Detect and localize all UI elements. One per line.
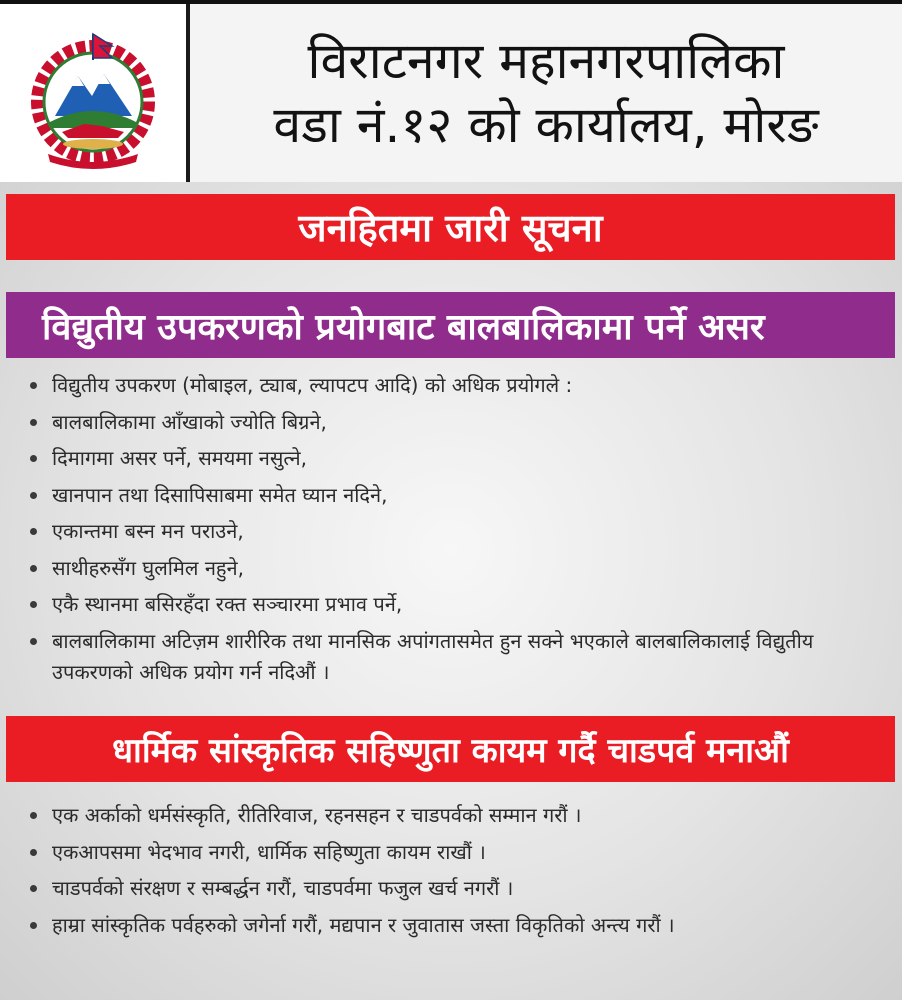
list-item: एकै स्थानमा बसिरहँदा रक्त सञ्चारमा प्रभाव पर्ने, (30, 589, 890, 626)
nepal-government-emblem-icon (0, 4, 186, 182)
notice-title-banner: जनहितमा जारी सूचना (6, 194, 895, 260)
list-item: हाम्रा सांस्कृतिक पर्वहरुको जगेर्ना गरौं, मद्यपान र जुवातास जस्ता विकृतिको अन्त्य गरौं । (30, 910, 872, 941)
logo-area (0, 4, 186, 182)
list-item: एक अर्काको धर्मसंस्कृति, रीतिरिवाज, रहनसहन र चाडपर्वको सम्मान गरौं । (30, 800, 890, 837)
list-item: साथीहरुसँग घुलमिल नहुने, (30, 553, 890, 590)
list-item: खानपान तथा दिसापिसाबमा समेत घ्यान नदिने, (30, 480, 890, 517)
list-item: एकआपसमा भेदभाव नगरी, धार्मिक सहिष्णुता कायम राखौं । (30, 837, 890, 874)
list-item: बालबालिकामा अटिज़म शारीरिक तथा मानसिक अपांगतासमेत हुन सक्ने भएकाले बालबालिकालाई विद्युतीय उपकरणको अधिक प्रयोग गर्न नदिऔं । (30, 626, 872, 688)
section2-list (30, 800, 890, 941)
list-item: बालबालिकामा आँखाको ज्योति बिग्रने, (30, 407, 890, 444)
office-header (190, 4, 902, 182)
section2-title-banner: धार्मिक सांस्कृतिक सहिष्णुता कायम गर्दै चाडपर्व मनाऔं (6, 716, 895, 782)
list-item: विद्युतीय उपकरण (मोबाइल, ट्याब, ल्यापटप आदि) को अधिक प्रयोगले : (30, 370, 890, 407)
list-item: दिमागमा असर पर्ने, समयमा नसुत्ने, (30, 443, 890, 480)
list-item: चाडपर्वको संरक्षण र सम्बर्द्धन गरौं, चाडपर्वमा फजुल खर्च नगरौं । (30, 873, 890, 910)
list-item: एकान्तमा बस्न मन पराउने, (30, 516, 890, 553)
office-name: विराटनगर महानगरपालिका (307, 32, 785, 90)
section1-title-banner: विद्युतीय उपकरणको प्रयोगबाट बालबालिकामा पर्ने असर (6, 292, 895, 358)
section1-list (30, 370, 890, 688)
ward-office-name: वडा नं.१२ को कार्यालय, मोरङ (273, 96, 819, 154)
